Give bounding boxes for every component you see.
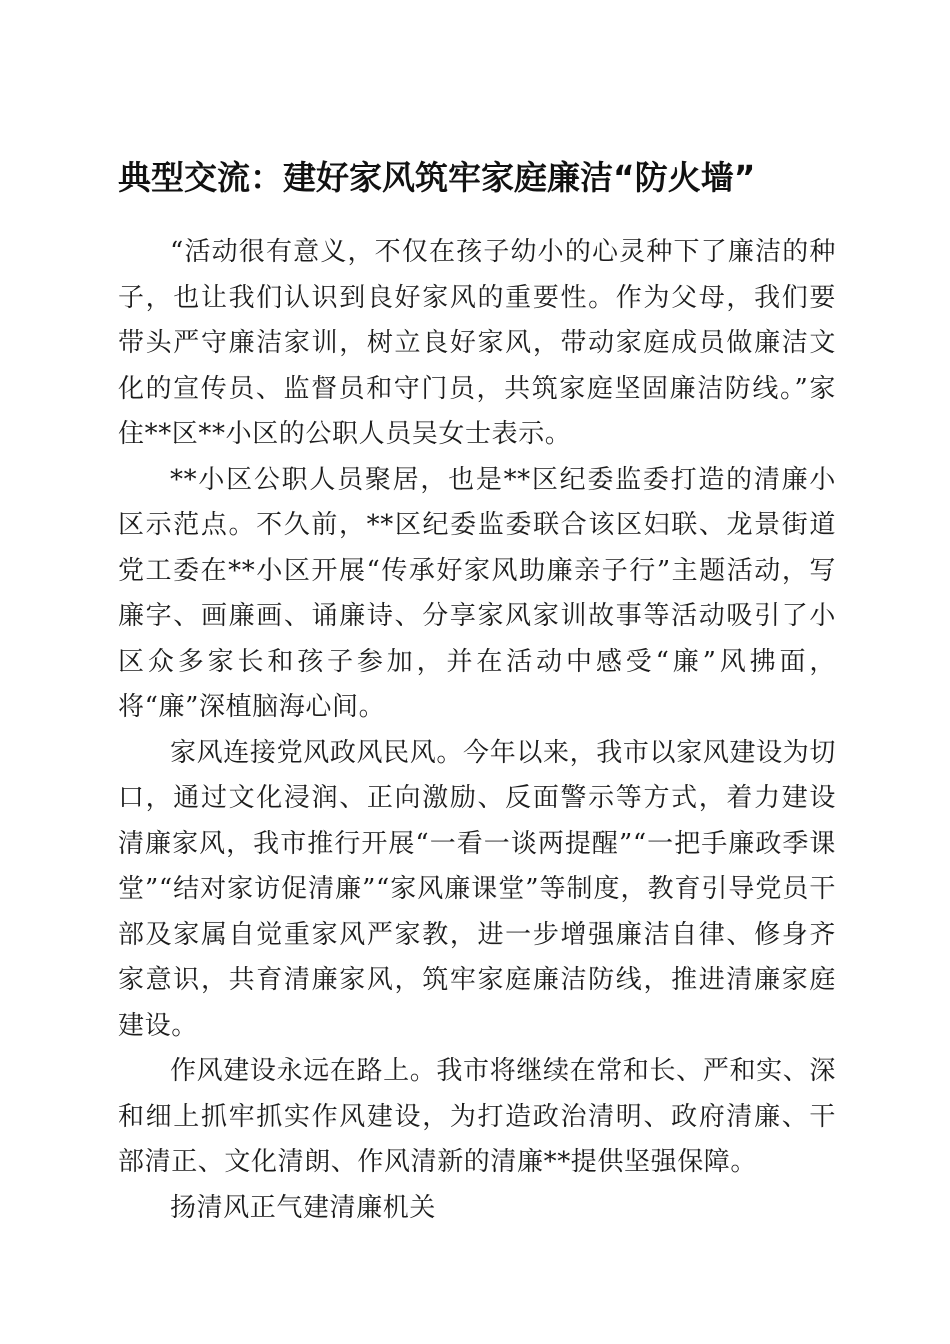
- paragraph-4: 作风建设永远在路上。我市将继续在常和长、严和实、深和细上抓牢抓实作风建设，为打造政治清明、政府清廉、干部清正、文化清朗、作风清新的清廉**提供坚强保障。: [118, 1056, 836, 1177]
- document-title: 典型交流：建好家风筑牢家庭廉洁“防火墙”: [118, 158, 756, 198]
- document-body: [118, 230, 836, 1231]
- paragraph-2: **小区公职人员聚居，也是**区纪委监委打造的清廉小区示范点。不久前，**区纪委监委联合该区妇联、龙景街道党工委在**小区开展“传承好家风助廉亲子行”主题活动，写廉字、画廉画、诵廉诗、分享家风家训故事等活动吸引了小区众多家长和孩子参加，并在活动中感受“廉”风拂面，将“廉”深植脑海心间。: [118, 464, 836, 722]
- paragraph-1: “活动很有意义，不仅在孩子幼小的心灵种下了廉洁的种子，也让我们认识到良好家风的重要性。作为父母，我们要带头严守廉洁家训，树立良好家风，带动家庭成员做廉洁文化的宣传员、监督员和守门员，共筑家庭坚固廉洁防线。”家住**区**小区的公职人员吴女士表示。: [118, 237, 836, 449]
- paragraph-5-heading: 扬清风正气建清廉机关: [170, 1192, 437, 1223]
- paragraph-3: 家风连接党风政风民风。今年以来，我市以家风建设为切口，通过文化浸润、正向激励、反面警示等方式，着力建设清廉家风，我市推行开展“一看一谈两提醒”“一把手廉政季课堂”“结对家访促清廉”“家风廉课堂”等制度，教育引导党员干部及家属自觉重家风严家教，进一步增强廉洁自律、修身齐家意识，共育清廉家风，筑牢家庭廉洁防线，推进清廉家庭建设。: [118, 737, 836, 1041]
